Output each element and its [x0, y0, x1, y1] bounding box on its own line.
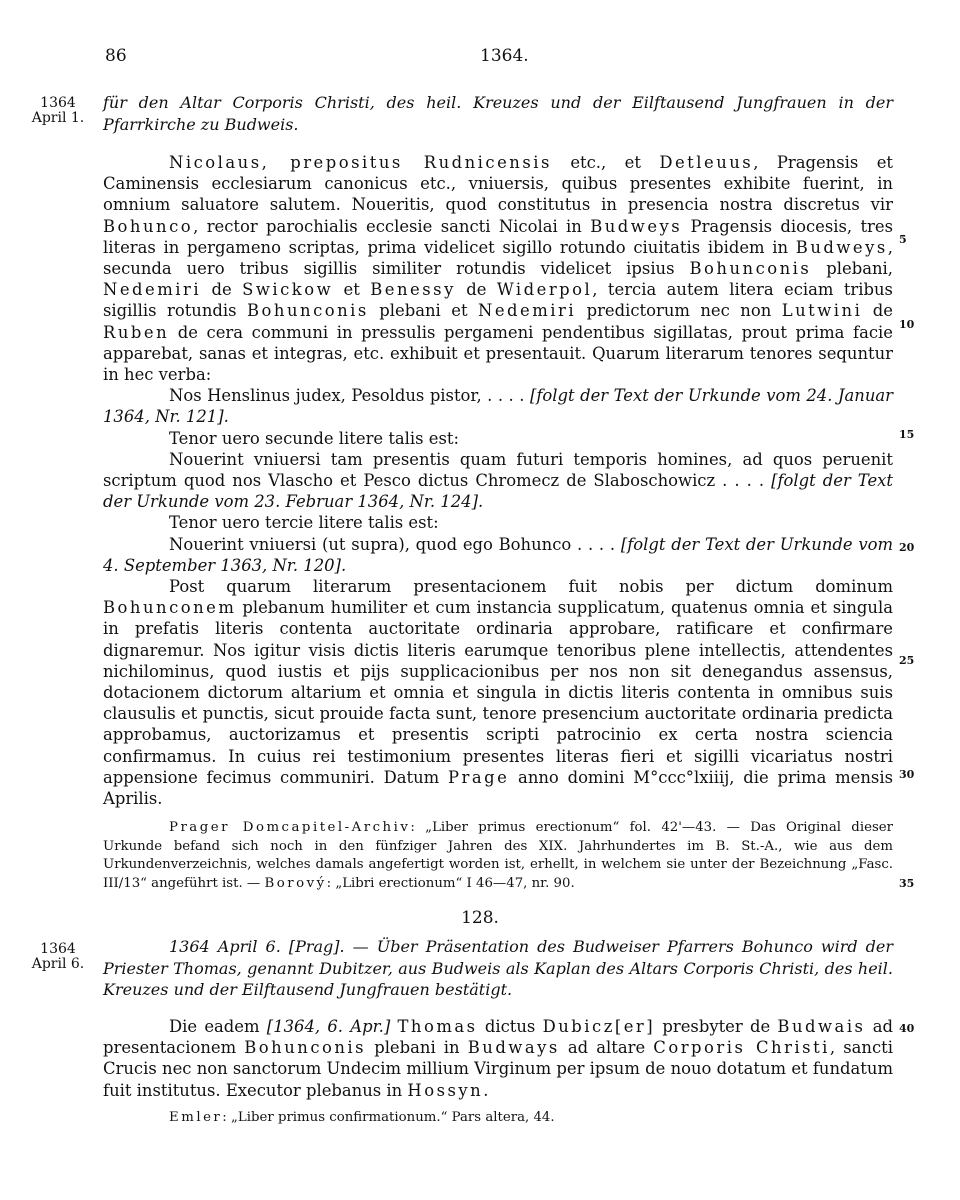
running-head-year: 1364.: [480, 46, 529, 66]
page-header: [0, 46, 960, 70]
document-text: [103, 1016, 893, 1127]
charter-paragraph: Post quarum literarum presentacionem fuit nobis per dictum dominum Bohunconem plebanum humiliter et cum instancia supplicatum, quatenus omnia et singula in prefatis literis contenta auctoritate ordinaria approbare, ratificare et confirmare dignaremur. Nos igitur visis dictis literis earumque tenoribus plene intellectis, attendentes nichilominus, quod iustis et pijs supplicacionibus per nos non sit denegandus assensus, dotacionem dictorum altarium et omnia et singula in dictis literis contenta in omnibus suis clausulis et punctis, sicut prouide facta sunt, tenore presencium auctoritate ordinaria predicta approbamus, auctorizamus et presentis scripti patrocinio ex certa nostra sciencia confirmamus. In cuius rei testimonium presentes literas fieri et sigilli vicariatus nostri appensione fecimus communiri. Datum Prage anno domini M°ccc°lxiiij, die prima mensis Aprilis.: [103, 577, 894, 809]
line-number: 40: [899, 1022, 915, 1035]
line-number: 15: [899, 428, 915, 441]
line-number: 20: [899, 541, 915, 554]
line-number: 25: [899, 654, 915, 667]
line-number: 30: [899, 768, 915, 781]
line-number: 10: [899, 318, 915, 331]
regest: 1364 April 6. [Prag]. — Über Präsentation des Budweiser Pfarrers Bohunco wird der Priester Thomas, genannt Dubitzer, aus Budweis als Kaplan des Altars Corporis Christi, des heil. Kreuzes und der Eilftausend Jungfrauen bestätigt.: [103, 937, 893, 999]
quoted-charter-3: Nouerint vniuersi (ut supra), quod ego Bohunco . . . . [folgt der Text der Urkunde vom 4. September 1363, Nr. 120].: [103, 534, 893, 575]
tenor-line: Tenor uero secunde litere talis est:: [169, 428, 460, 448]
page-number: 86: [105, 46, 127, 66]
charter-paragraph: Die eadem [1364, 6. Apr.] Thomas dictus Dubicz[er] presbyter de Budwais ad presentacionem Bohunconis plebani in Budways ad altare Corporis Christi, sancti Crucis nec non sanctorum Undecim millium Virginum per ipsum de nouo dotatum et fundatum fuit institutus. Executor plebanus in Hossyn.: [103, 1017, 894, 1100]
charter-paragraph: Nicolaus, prepositus Rudnicensis etc., et Detleuus, Pragensis et Caminensis ecclesiarum canonicus etc., vniuersis, quibus presentes exhibite fuerint, in omnium saluatore salutem. Noueritis, quod constitutus in presencia nostra discretus vir Bohunco, rector parochialis ecclesie sancti Nicolai in Budweys Pragensis diocesis, tres literas in pergameno scriptas, prima videlicet sigillo rotundo ciuitatis ibidem in Budweys, secunda uero tribus sigillis similiter rotundis videlicet ipsius Bohunconis plebani, Nedemiri de Swickow et Benessy de Widerpol, tercia autem litera eciam tribus sigillis rotundis Bohunconis plebani et Nedemiri predictorum nec non Lutwini de Ruben de cera communi in pressulis pergameni pendentibus sigillatas, prout prima facie apparebat, sanas et integras, etc. exhibuit et presentauit. Quarum literarum tenores sequntur in hec verba:: [103, 153, 893, 385]
regest-continued: für den Altar Corporis Christi, des heil. Kreuzes und der Eilftausend Jungfrauen in der Pfarrkirche zu Budweis.: [103, 93, 893, 134]
line-number: 5: [899, 233, 907, 246]
source-note: Emler: „Liber primus confirmationum.“ Pars altera, 44.: [169, 1109, 555, 1125]
line-number: 35: [899, 877, 915, 890]
quoted-charter-2: Nouerint vniuersi tam presentis quam futuri temporis homines, ad quos peruenit scriptum quod nos Vlascho et Pesco dictus Chromecz de Slaboschowicz . . . . [folgt der Text der Urkunde vom 23. Februar 1364, Nr. 124].: [103, 449, 893, 512]
margin-date: 1364 April 1.: [31, 95, 85, 126]
margin-date: 1364 April 6.: [31, 941, 85, 972]
source-note: Prager Domcapitel-Archiv: „Liber primus erectionum“ fol. 42'—43. — Das Original dieser Urkunde befand sich noch in den fünfziger Jahren des XIX. Jahrhundertes im B. St.-A., wie aus dem Urkundenverzeichnis, welches damals angefertigt worden ist, erhellt, in welchem sie unter der Bezeichnung „Fasc. III/13“ angeführt ist. — Borový: „Libri erectionum“ I 46—47, nr. 90.: [103, 820, 893, 891]
document-text: [103, 152, 893, 893]
document-number: 128.: [461, 908, 499, 928]
quoted-charter-1: Nos Henslinus judex, Pesoldus pistor, . . . . [folgt der Text der Urkunde vom 24. Januar 1364, Nr. 121].: [103, 386, 893, 427]
tenor-line: Tenor uero tercie litere talis est:: [169, 513, 439, 533]
